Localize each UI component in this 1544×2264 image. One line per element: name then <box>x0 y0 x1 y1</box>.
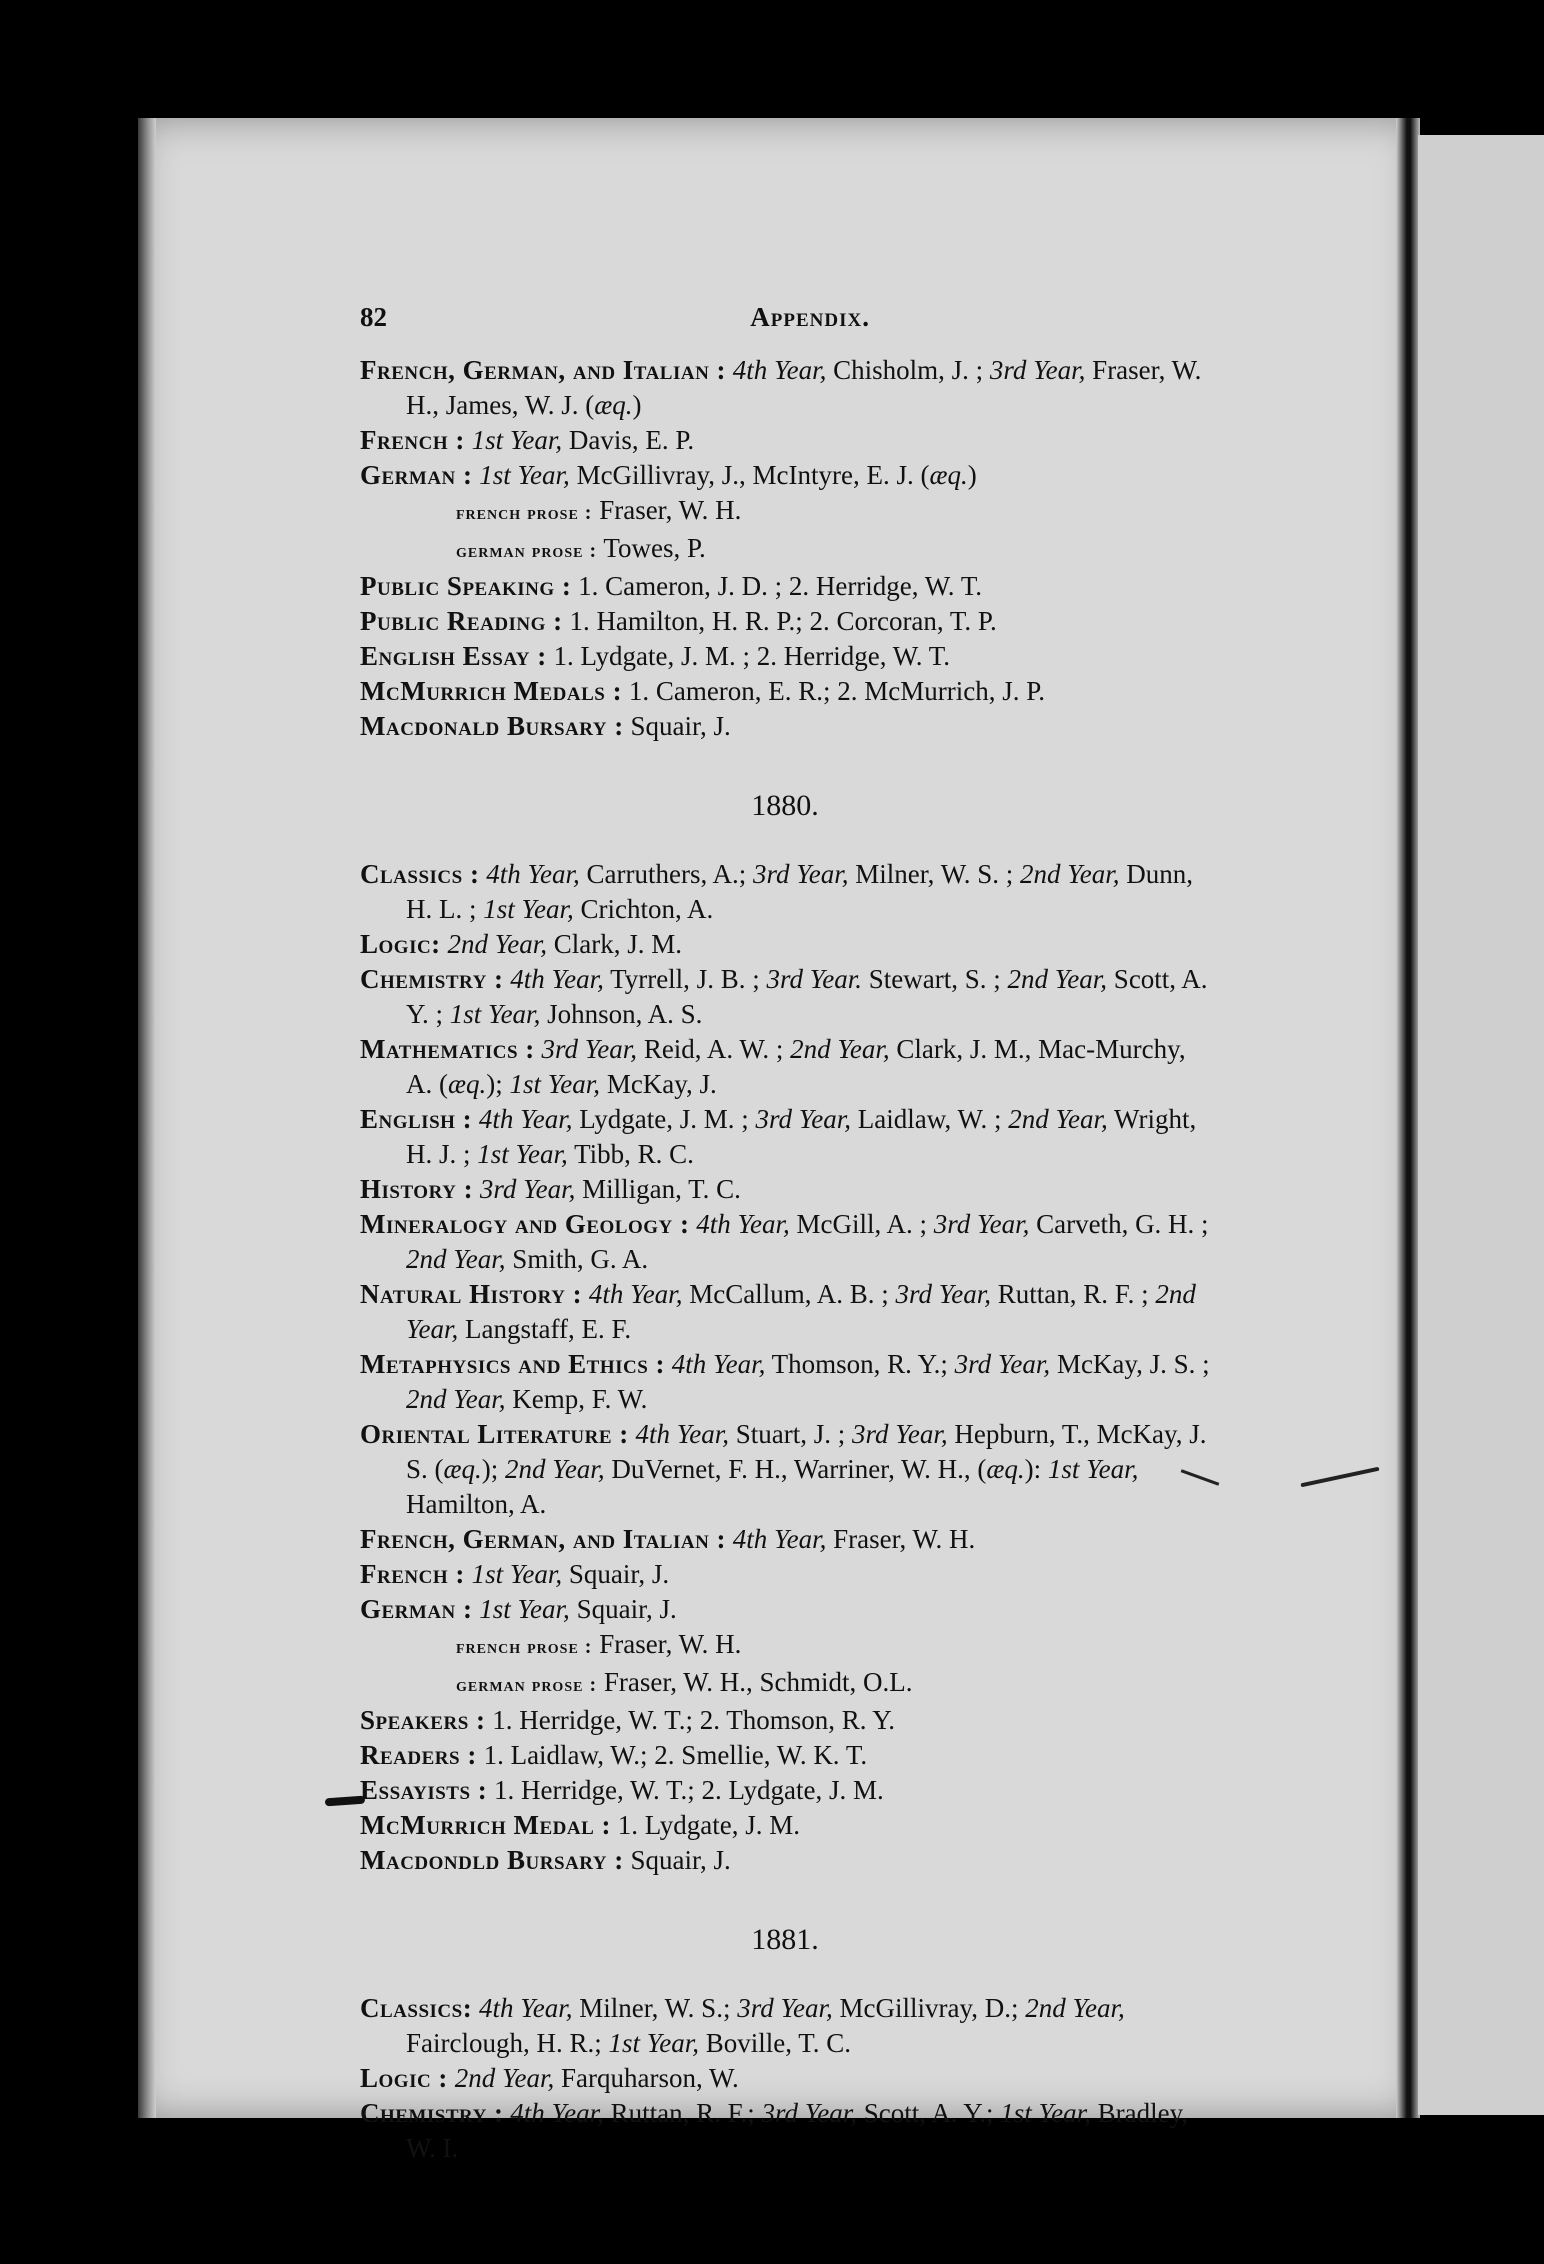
award-names: 1. Herridge, W. T.; 2. Thomson, R. Y. <box>492 1705 896 1735</box>
year-of-study: 2nd Year, <box>790 1034 890 1064</box>
award-entry <box>360 1417 1210 1522</box>
year-of-study: 4th Year, <box>696 1209 790 1239</box>
top-entries <box>360 353 1210 744</box>
year-of-study: 3rd Year, <box>737 1993 833 2023</box>
year-of-study: 4th Year, <box>486 859 580 889</box>
award-entry <box>360 674 1210 709</box>
page-edge <box>138 118 156 2118</box>
award-names: Fraser, W. H. <box>826 1524 976 1554</box>
year-of-study: 2nd Year, <box>447 929 547 959</box>
page-text <box>360 300 1210 2166</box>
year-of-study: 3rd Year, <box>479 1174 576 1204</box>
page-number: 82 <box>360 302 387 332</box>
subject-label: Mineralogy and Geology : <box>360 1209 690 1239</box>
award-entry <box>360 1172 1210 1207</box>
year-of-study: 2nd Year, <box>1007 964 1108 994</box>
award-names: ); <box>486 1069 510 1099</box>
award-entry <box>360 1703 1210 1738</box>
award-entry <box>360 1592 1210 1627</box>
award-names: Boville, T. C. <box>699 2028 852 2058</box>
year-of-study: 4th Year, <box>732 1524 827 1554</box>
award-names: McGillivray, J., McIntyre, E. J. ( <box>569 460 930 490</box>
award-entry <box>360 353 1210 423</box>
award-entry <box>456 1665 1210 1703</box>
year-of-study: 1st Year, <box>477 1139 568 1169</box>
year-of-study: 1st Year, <box>479 1594 570 1624</box>
subject-label: Logic: <box>360 929 441 959</box>
year-of-study: 3rd Year, <box>755 1104 852 1134</box>
award-names: Stewart, S. ; <box>862 964 1008 994</box>
award-names: Farquharson, W. <box>554 2063 739 2093</box>
year-heading-1881: 1881. <box>751 1923 819 1956</box>
award-names: Kemp, F. W. <box>505 1384 648 1414</box>
award-entry <box>360 1808 1210 1843</box>
award-names: Milner, W. S.; <box>572 1993 738 2023</box>
award-names: Scott, A. Y.; <box>857 2098 1001 2128</box>
year-of-study: 4th Year, <box>510 964 604 994</box>
award-names: Reid, A. W. ; <box>637 1034 791 1064</box>
award-entry <box>360 2061 1210 2096</box>
subject-label: French : <box>360 1559 465 1589</box>
award-entry <box>360 1207 1210 1277</box>
award-names: McCallum, A. B. ; <box>682 1279 896 1309</box>
year-of-study: 3rd Year, <box>989 355 1086 385</box>
award-names: Fraser, W. H., James, W. J. ( <box>406 355 1202 420</box>
award-names: Clark, J. M., Mac-Murchy, A. ( <box>406 1034 1186 1099</box>
year-of-study: 2nd Year, <box>406 1279 1196 1344</box>
award-names: Wright, H. J. ; <box>406 1104 1197 1169</box>
award-names: Laidlaw, W. ; <box>851 1104 1009 1134</box>
award-names: Fraser, W. H. <box>599 495 742 525</box>
year-of-study: 4th Year, <box>478 1993 573 2023</box>
year-of-study: 2nd Year, <box>1008 1104 1108 1134</box>
award-entry <box>360 458 1210 493</box>
award-entry <box>456 1627 1210 1665</box>
award-names: 1. Cameron, J. D. ; 2. Herridge, W. T. <box>578 571 983 601</box>
award-names: 1. Lydgate, J. M. <box>617 1810 801 1840</box>
year-of-study: 1st Year, <box>479 460 570 490</box>
award-entry <box>360 709 1210 744</box>
award-names: Tyrrell, J. B. ; <box>603 964 767 994</box>
award-names: Dunn, H. L. ; <box>406 859 1194 924</box>
year-of-study: 3rd Year, <box>954 1349 1051 1379</box>
year-of-study: 3rd Year. <box>766 964 862 994</box>
award-entry <box>360 1102 1210 1172</box>
subject-label: French, German, and Italian : <box>360 355 727 385</box>
award-names: McKay, J. <box>600 1069 717 1099</box>
subject-label: French : <box>360 425 465 455</box>
year-of-study: æq. <box>929 460 968 490</box>
subject-label: Macdonald Bursary : <box>360 711 624 741</box>
subject-label: Essayists : <box>360 1775 488 1805</box>
award-entry <box>360 1032 1210 1102</box>
subject-label: Natural History : <box>360 1279 583 1309</box>
award-names: 1. Herridge, W. T.; 2. Lydgate, J. M. <box>494 1775 884 1805</box>
award-entry <box>360 423 1210 458</box>
subject-label: McMurrich Medals : <box>360 676 623 706</box>
award-entry <box>360 1843 1210 1878</box>
year-of-study: æq. <box>594 390 633 420</box>
award-names: DuVernet, F. H., Warriner, W. H., ( <box>604 1454 987 1484</box>
award-names: Carveth, G. H. ; <box>1029 1209 1209 1239</box>
award-entry <box>360 1738 1210 1773</box>
year-of-study: 3rd Year, <box>752 859 849 889</box>
year-of-study: 2nd Year, <box>406 1384 506 1414</box>
year-of-study: 1st Year, <box>449 999 541 1029</box>
subject-label: Public Speaking : <box>360 571 572 601</box>
award-names: Towes, P. <box>603 533 706 563</box>
award-names: Stuart, J. ; <box>729 1419 853 1449</box>
subject-label: History : <box>360 1174 474 1204</box>
award-entry <box>360 1991 1210 2061</box>
year-of-study: 2nd Year, <box>406 1244 506 1274</box>
year-of-study: 1st Year, <box>471 1559 563 1589</box>
award-entry <box>360 1522 1210 1557</box>
award-entry <box>360 2096 1210 2166</box>
subject-label: Chemistry : <box>360 2098 504 2128</box>
subject-label: Macdondld Bursary : <box>360 1845 624 1875</box>
year-of-study: 3rd Year, <box>933 1209 1030 1239</box>
subject-label: french prose : <box>456 1636 593 1658</box>
year-of-study: 2nd Year, <box>1025 1993 1125 2023</box>
award-names: Fraser, W. H., Schmidt, O.L. <box>603 1667 913 1697</box>
award-entry <box>360 857 1210 927</box>
award-names: Clark, J. M. <box>546 929 682 959</box>
subject-label: German : <box>360 460 473 490</box>
award-names: Hepburn, T., McKay, J. S. ( <box>406 1419 1207 1484</box>
award-entry <box>456 493 1210 531</box>
award-names: McKay, J. S. ; <box>1050 1349 1210 1379</box>
year-of-study: 2nd Year, <box>454 2063 555 2093</box>
subject-label: Oriental Literature : <box>360 1419 629 1449</box>
award-names: ): <box>1024 1454 1048 1484</box>
award-names: Tibb, R. C. <box>567 1139 694 1169</box>
award-names: Squair, J. <box>630 711 731 741</box>
year-of-study: 3rd Year, <box>541 1034 638 1064</box>
award-names: Milligan, T. C. <box>575 1174 741 1204</box>
award-entry <box>360 1347 1210 1417</box>
award-entry <box>360 569 1210 604</box>
award-names: Thomson, R. Y.; <box>765 1349 955 1379</box>
year-of-study: 1st Year, <box>509 1069 601 1099</box>
award-names: Lydgate, J. M. ; <box>572 1104 756 1134</box>
award-names: Langstaff, E. F. <box>458 1314 632 1344</box>
year-of-study: 3rd Year, <box>761 2098 858 2128</box>
award-entry <box>360 639 1210 674</box>
subject-label: Classics: <box>360 1993 473 2023</box>
entries-1881 <box>360 1991 1210 2166</box>
award-entry <box>360 962 1210 1032</box>
subject-label: McMurrich Medal : <box>360 1810 612 1840</box>
award-names: McGill, A. ; <box>789 1209 934 1239</box>
year-of-study: 4th Year, <box>510 2098 604 2128</box>
award-entry <box>360 1277 1210 1347</box>
subject-label: Chemistry : <box>360 964 504 994</box>
subject-label: Mathematics : <box>360 1034 535 1064</box>
award-names: ) <box>632 390 642 420</box>
year-of-study: 3rd Year, <box>895 1279 992 1309</box>
year-of-study: æq. <box>448 1069 487 1099</box>
year-of-study: 4th Year, <box>478 1104 573 1134</box>
award-names: Johnson, A. S. <box>540 999 703 1029</box>
award-names: McGillivray, D.; <box>832 1993 1026 2023</box>
award-names: Fraser, W. H. <box>599 1629 742 1659</box>
award-names: Crichton, A. <box>573 894 714 924</box>
award-names: 1. Laidlaw, W.; 2. Smellie, W. K. T. <box>483 1740 868 1770</box>
award-names: Ruttan, R. F. ; <box>991 1279 1156 1309</box>
page-header <box>360 300 870 335</box>
award-entry <box>360 1773 1210 1808</box>
year-of-study: 2nd Year, <box>1019 859 1120 889</box>
award-entry <box>360 604 1210 639</box>
year-of-study: 4th Year, <box>588 1279 683 1309</box>
subject-label: french prose : <box>456 502 593 524</box>
subject-label: german prose : <box>456 540 598 562</box>
subject-label: English Essay : <box>360 641 547 671</box>
year-of-study: 2nd Year, <box>505 1454 605 1484</box>
award-names: Milner, W. S. ; <box>848 859 1020 889</box>
award-entry <box>360 1557 1210 1592</box>
subject-label: Metaphysics and Ethics : <box>360 1349 666 1379</box>
award-names: Ruttan, R. F.; <box>603 2098 762 2128</box>
award-names: Squair, J. <box>569 1594 677 1624</box>
award-names: Chisholm, J. ; <box>826 355 990 385</box>
award-names: ) <box>967 460 977 490</box>
year-heading-1880: 1880. <box>751 789 819 822</box>
year-of-study: 4th Year, <box>635 1419 730 1449</box>
award-names: ); <box>481 1454 506 1484</box>
facing-page <box>1418 135 1544 2115</box>
year-of-study: 3rd Year, <box>852 1419 948 1449</box>
year-of-study: 1st Year, <box>471 425 563 455</box>
award-names: Squair, J. <box>562 1559 670 1589</box>
subject-label: Readers : <box>360 1740 477 1770</box>
award-names: Smith, G. A. <box>505 1244 649 1274</box>
award-names: Scott, A. Y. ; <box>406 964 1208 1029</box>
award-names: Fairclough, H. R.; <box>406 2028 609 2058</box>
award-names: 1. Cameron, E. R.; 2. McMurrich, J. P. <box>628 676 1046 706</box>
award-entry <box>360 927 1210 962</box>
subject-label: English : <box>360 1104 473 1134</box>
award-names: 1. Hamilton, H. R. P.; 2. Corcoran, T. P. <box>569 606 997 636</box>
subject-label: French, German, and Italian : <box>360 1524 727 1554</box>
year-of-study: 1st Year, <box>608 2028 700 2058</box>
award-names: 1. Lydgate, J. M. ; 2. Herridge, W. T. <box>553 641 950 671</box>
subject-label: Speakers : <box>360 1705 486 1735</box>
page-title: Appendix. <box>750 302 870 332</box>
year-of-study: æq. <box>443 1454 482 1484</box>
award-names: Davis, E. P. <box>562 425 695 455</box>
subject-label: Logic : <box>360 2063 448 2093</box>
subject-label: Classics : <box>360 859 480 889</box>
subject-label: German : <box>360 1594 473 1624</box>
entries-1880 <box>360 857 1210 1878</box>
year-of-study: 4th Year, <box>671 1349 766 1379</box>
subject-label: Public Reading : <box>360 606 563 636</box>
award-entry <box>456 531 1210 569</box>
year-of-study: 1st Year, <box>1000 2098 1091 2128</box>
award-names: Carruthers, A.; <box>579 859 753 889</box>
award-names: Bradley, W. I. <box>406 2098 1189 2163</box>
subject-label: german prose : <box>456 1674 598 1696</box>
award-names: Squair, J. <box>630 1845 731 1875</box>
year-of-study: 4th Year, <box>732 355 827 385</box>
book-gutter <box>1396 118 1420 2118</box>
award-names: Hamilton, A. <box>406 1489 547 1519</box>
year-of-study: 1st Year, <box>1047 1454 1139 1484</box>
year-of-study: 1st Year, <box>483 894 574 924</box>
year-of-study: æq. <box>986 1454 1025 1484</box>
